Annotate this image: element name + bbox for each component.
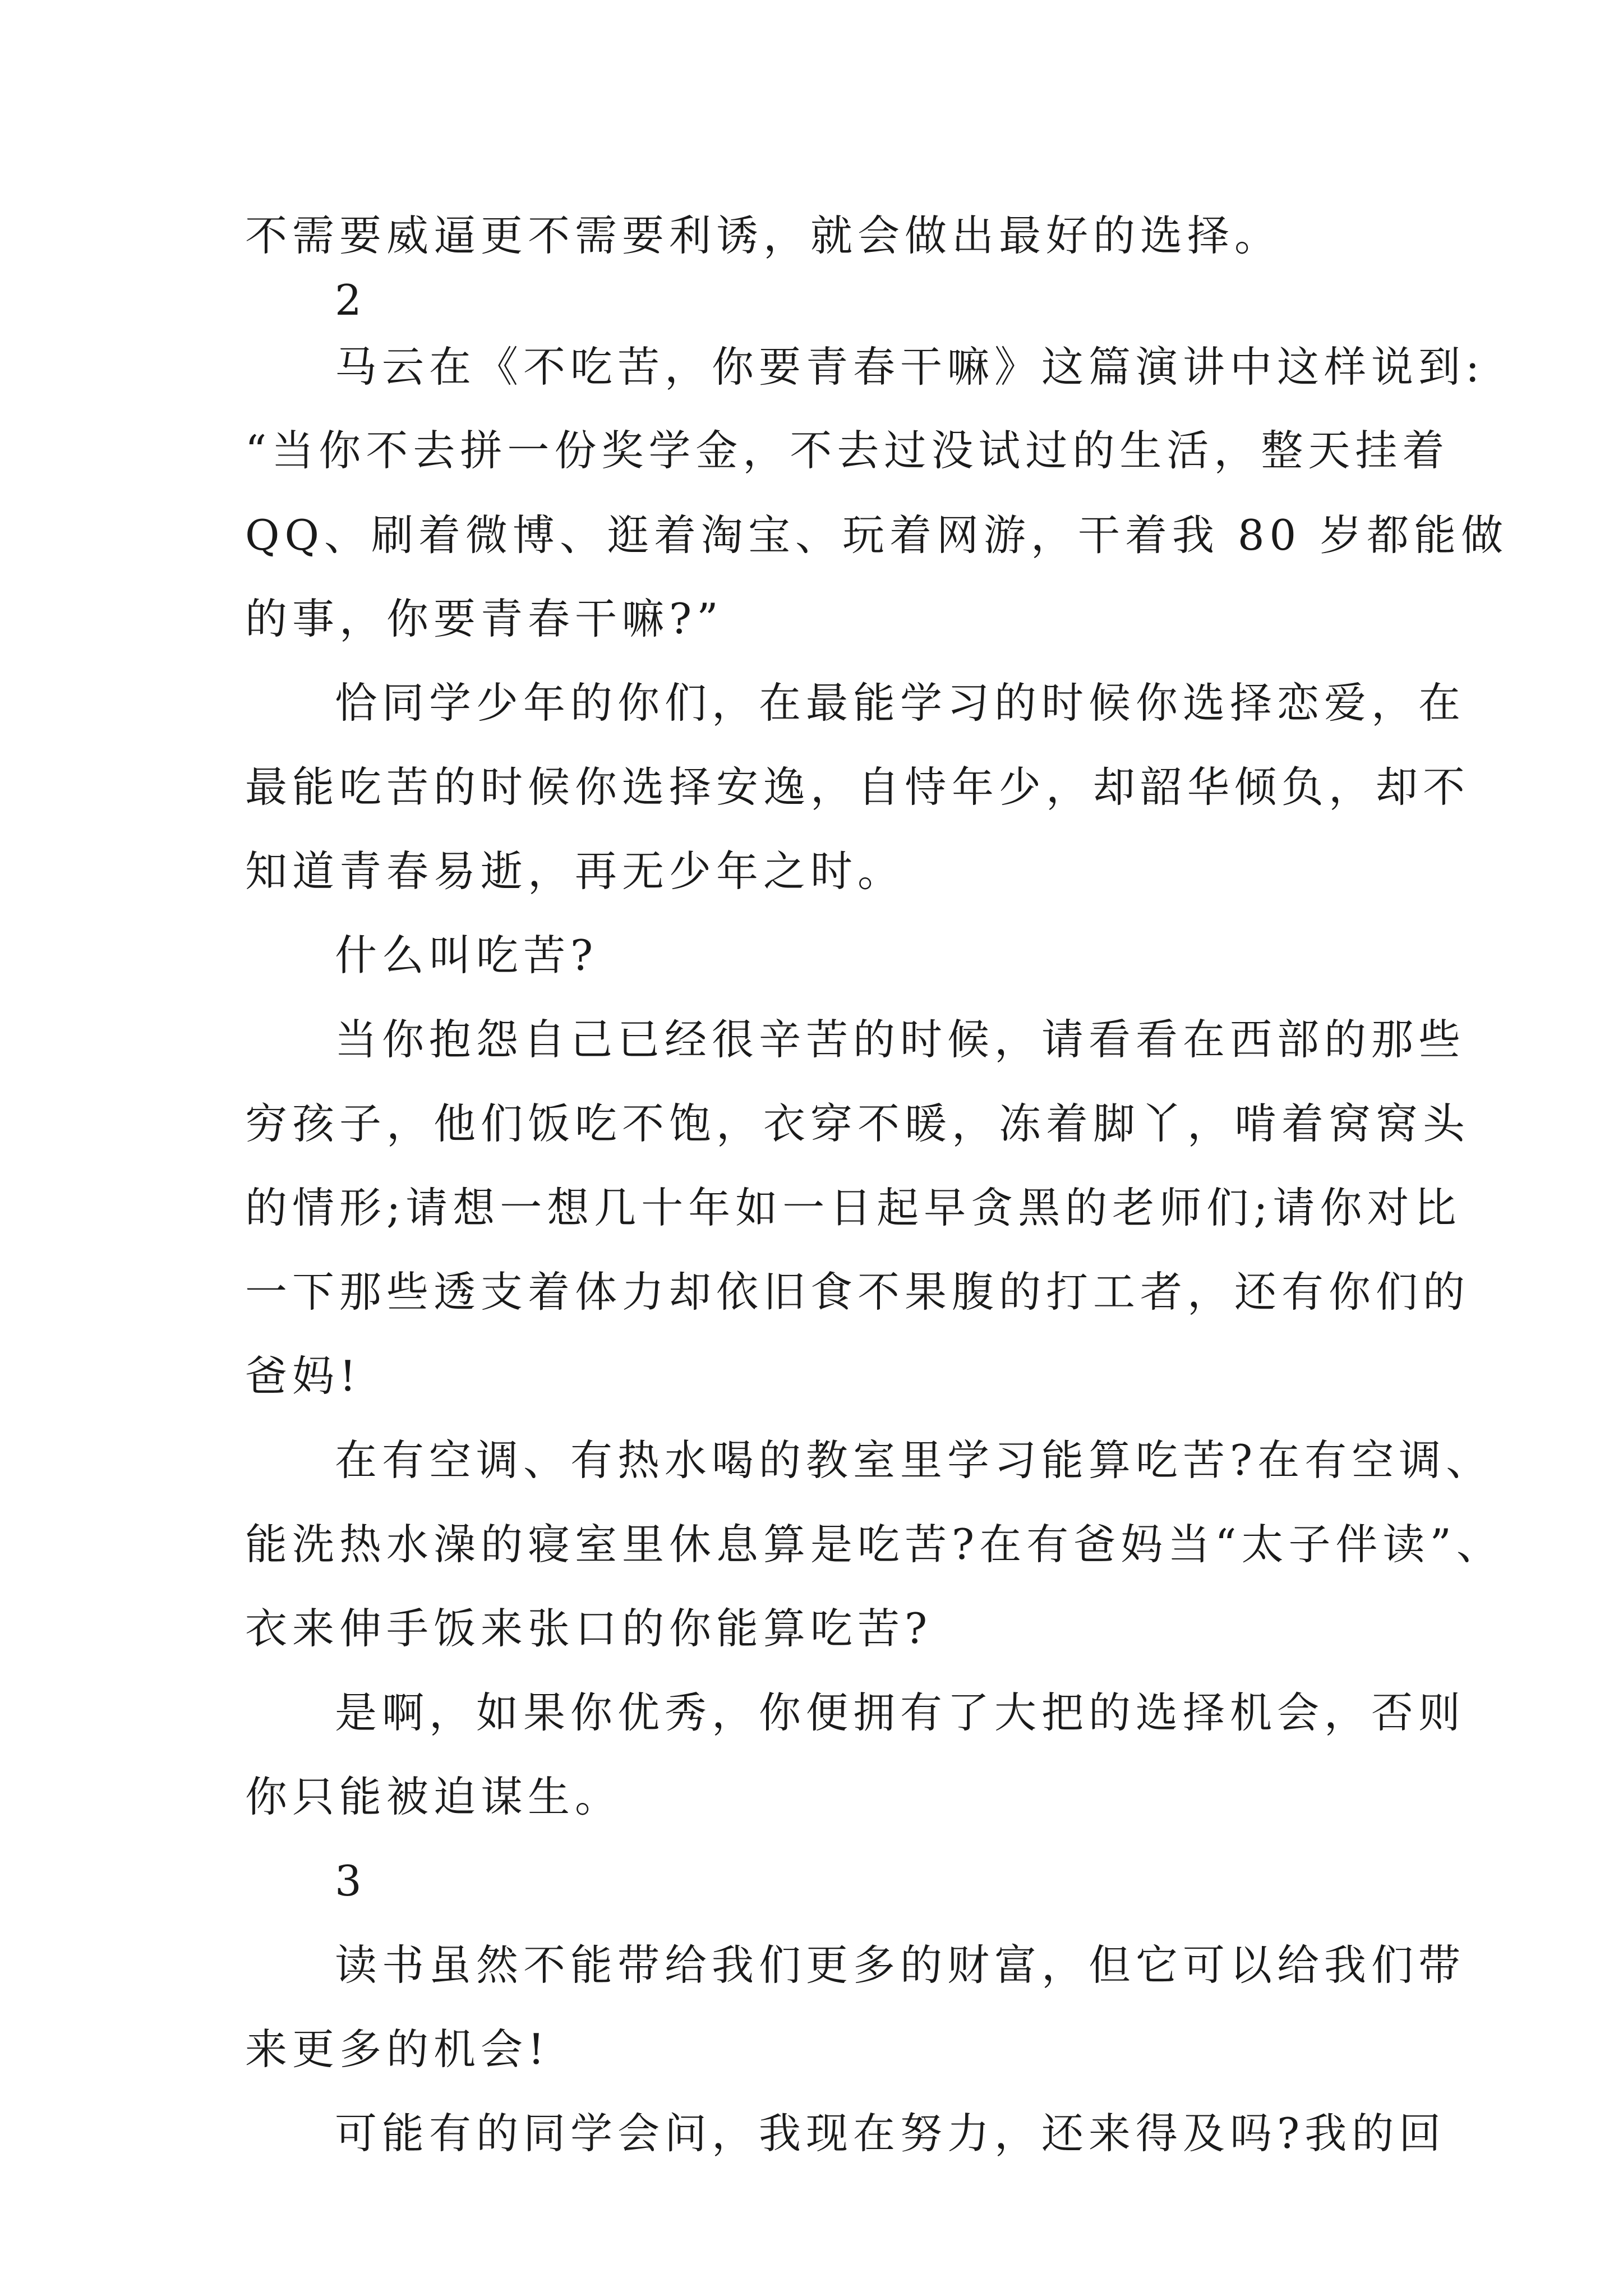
text-line: 在有空调、有热水喝的教室里学习能算吃苦?在有空调、 xyxy=(335,1435,1493,1485)
text-line: 衣来伸手饭来张口的你能算吃苦? xyxy=(245,1604,933,1653)
text-line: “当你不去拼一份奖学金，不去过没试过的生活，整天挂着 xyxy=(245,426,1450,475)
text-line: 的事，你要青春干嘛?” xyxy=(245,594,723,643)
text-line: 当你抱怨自己已经很辛苦的时候，请看看在西部的那些 xyxy=(335,1015,1466,1064)
text-line: 恰同学少年的你们，在最能学习的时候你选择恋爱，在 xyxy=(335,678,1466,728)
text-line: 的情形;请想一想几十年如一日起早贪黑的老师们;请你对比 xyxy=(245,1183,1461,1232)
text-line: 最能吃苦的时候你选择安逸，自恃年少，却韶华倾负，却不 xyxy=(245,762,1470,812)
section-number: 3 xyxy=(335,1856,367,1906)
text-line: 不需要威逼更不需要利诱，就会做出最好的选择。 xyxy=(245,211,1282,260)
text-line: QQ、刷着微博、逛着淘宝、玩着网游，干着我 80 岁都能做 xyxy=(245,510,1509,560)
text-line: 能洗热水澡的寝室里休息算是吃苦?在有爸妈当“太子伴读”、 xyxy=(245,1520,1504,1569)
section-number: 2 xyxy=(335,275,367,325)
text-line: 穷孩子，他们饭吃不饱，衣穿不暖，冻着脚丫，啃着窝窝头 xyxy=(245,1099,1470,1148)
text-line: 来更多的机会! xyxy=(245,2024,550,2074)
text-line: 一下那些透支着体力却依旧食不果腹的打工者，还有你们的 xyxy=(245,1267,1470,1317)
text-line: 马云在《不吃苦，你要青春干嘛》这篇演讲中这样说到: xyxy=(335,342,1485,392)
text-line: 爸妈! xyxy=(245,1351,362,1401)
text-line: 你只能被迫谋生。 xyxy=(245,1772,623,1821)
text-line: 知道青春易逝，再无少年之时。 xyxy=(245,846,905,896)
text-line: 是啊，如果你优秀，你便拥有了大把的选择机会，否则 xyxy=(335,1688,1466,1737)
text-line: 可能有的同学会问，我现在努力，还来得及吗?我的回 xyxy=(335,2109,1446,2158)
text-line: 什么叫吃苦? xyxy=(335,931,598,980)
text-line: 读书虽然不能带给我们更多的财富，但它可以给我们带 xyxy=(335,1940,1466,1990)
